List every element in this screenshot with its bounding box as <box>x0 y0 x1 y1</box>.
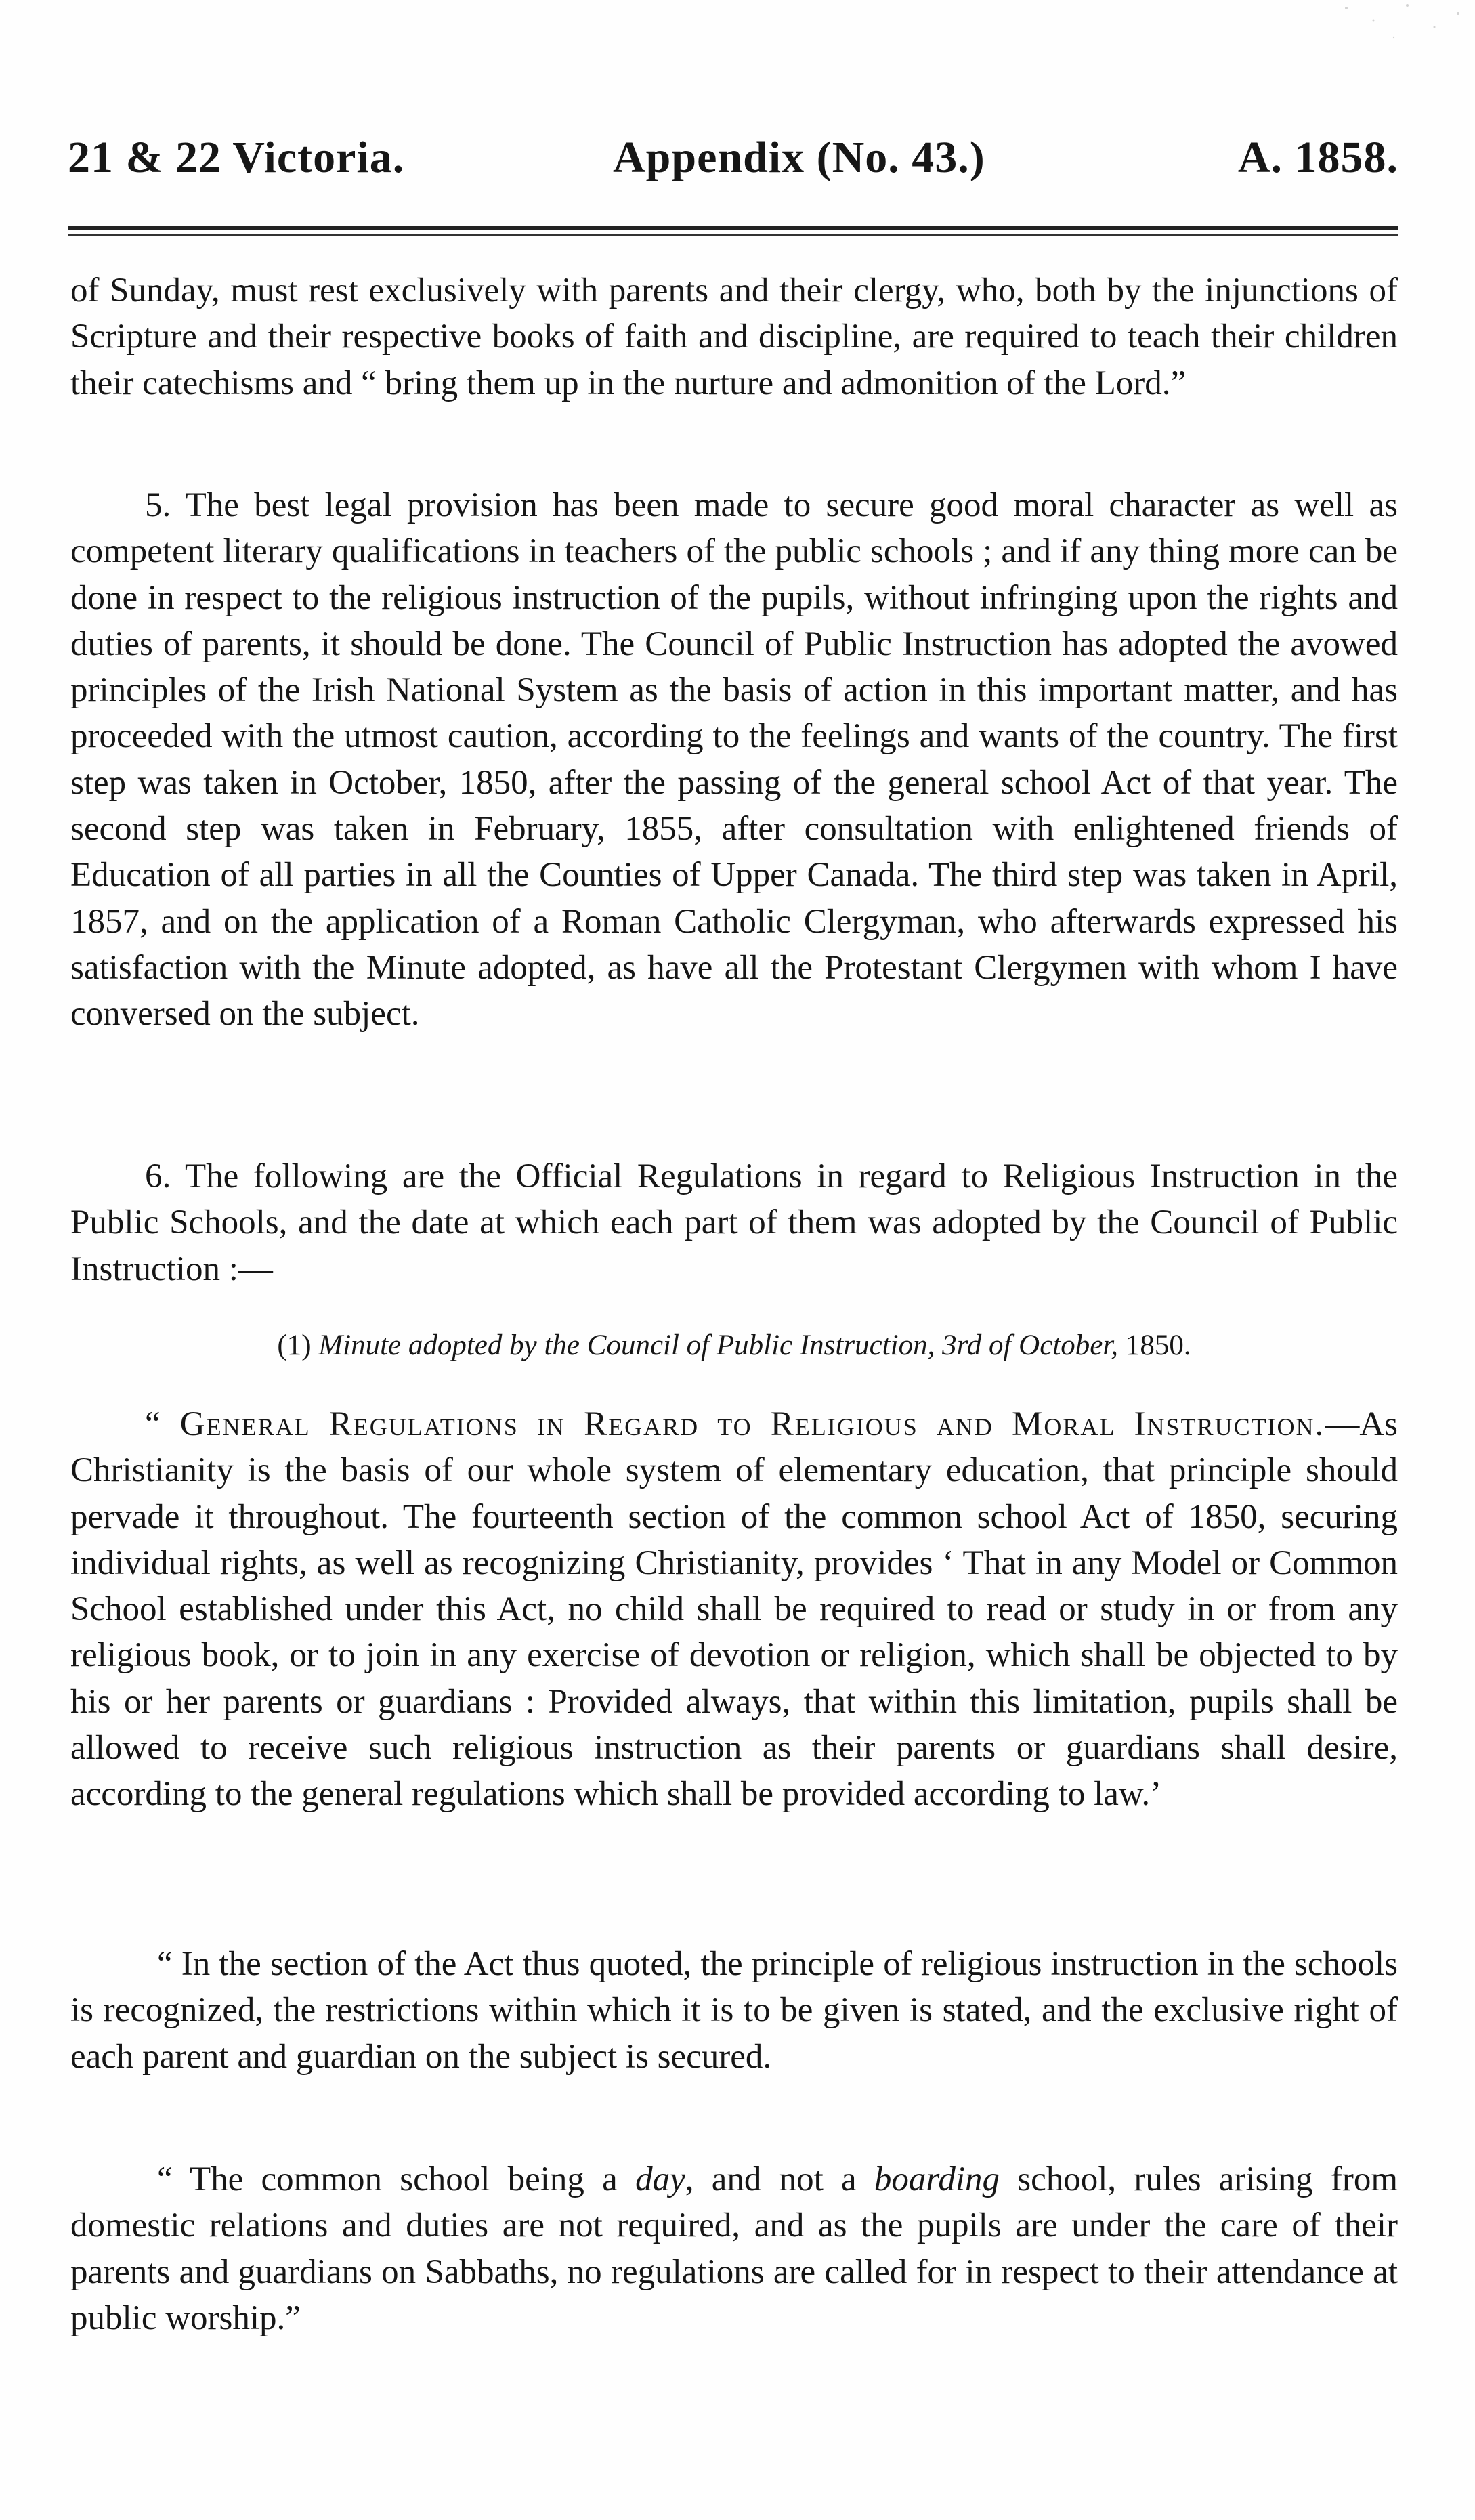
paragraph-1-text: of Sunday, must rest exclusively with parents and their clergy, who, both by the injunctions of Scripture and their respective books of faith and discipline, are required to teach their children their catechisms and “ bring them up in the nurture and admonition of the Lord.” <box>70 272 1398 402</box>
header-rule-thick <box>68 226 1398 230</box>
caption-text: Minute adopted by the Council of Public Instruction, 3rd of October, <box>318 1329 1119 1361</box>
regulations-body: —As Christianity is the basis of our whole system of elementary education, that principle should pervade it throughout. The fourteenth section of the common school Act of 1850, securing individual rights, as well as recognizing Christianity, provides ‘ That in any Model or Common School established under this Act, no child shall be required to read or study in or from any religious book, or to join in any exercise of devotion or religion, which shall be objected to by his or her parents or guardians : Provided always, that within this limitation, pupils shall be allowed to receive such religious instruction as their parents or guardians shall desire, according to the general regulations which shall be provided according to law.’ <box>70 1405 1398 1814</box>
section-quote-text: “ In the section of the Act thus quoted, the principle of religious instruction in the schools is recognized, the restrictions within which it is to be given is stated, and the exclusive right of each parent and guardian on the subject is secured. <box>70 1945 1398 2076</box>
paragraph-5-text: 5. The best legal provision has been made to secure good moral character as well as competent literary qualifications in teachers of the public schools ; and if any thing more can be done in respect to the religious instruction of the pupils, without infringing upon the rights and duties of parents, it should be done. The Council of Public Instruction has adopted the avowed principles of the Irish National System as the basis of action in this important matter, and has proceeded with the utmost caution, according to the feelings and wants of the country. The first step was taken in October, 1850, after the passing of the general school Act of that year. The second step was taken in February, 1855, after consultation with enlightened friends of Education of all parties in all the Counties of Upper Canada. The third step was taken in April, 1857, and on the application of a Roman Catholic Clergyman, who afterwards expressed his satisfaction with the Minute adopted, as have all the Protestant Clergymen with whom I have conversed on the subject. <box>70 486 1398 1033</box>
header-appendix: Appendix (No. 43.) <box>613 133 985 182</box>
paragraph-continuation <box>70 268 1398 406</box>
running-header <box>68 132 1398 207</box>
regulations-heading: “ General Regulations in Regard to Religious and Moral Instruction. <box>145 1405 1325 1443</box>
speckle-decoration <box>1333 0 1468 47</box>
paragraph-6-text: 6. The following are the Official Regulations in regard to Religious Instruction in the Public Schools, and the date at which each part of them was adopted by the Council of Public Instruction :— <box>70 1157 1398 1288</box>
common-school-text-b: , and not a <box>685 2160 874 2198</box>
common-school-text <box>70 2156 1398 2341</box>
boarding-emphasis: boarding <box>874 2160 1000 2198</box>
section-quote-paragraph <box>70 1941 1398 2080</box>
common-school-paragraph <box>70 2156 1398 2341</box>
paragraph-5 <box>70 482 1398 1038</box>
header-volume: 21 & 22 Victoria. <box>68 133 405 182</box>
header-rule-thin <box>68 234 1398 236</box>
common-school-text-c: school, rules arising from domestic relations and duties are not required, and as the pupils are under the care of their parents and guardians on Sabbaths, no regulations are called for in respect to their attendance at public worship.” <box>70 2160 1398 2337</box>
minute-caption <box>70 1329 1398 1362</box>
paragraph-6 <box>70 1153 1398 1292</box>
regulations-paragraph <box>70 1401 1398 1818</box>
regulations-text <box>70 1401 1398 1818</box>
common-school-text-a: “ The common school being a <box>157 2160 636 2198</box>
caption-year: 1850. <box>1125 1329 1191 1361</box>
header-year: A. 1858. <box>1237 133 1398 182</box>
caption-number: (1) <box>277 1329 312 1361</box>
day-emphasis: day <box>635 2160 685 2198</box>
